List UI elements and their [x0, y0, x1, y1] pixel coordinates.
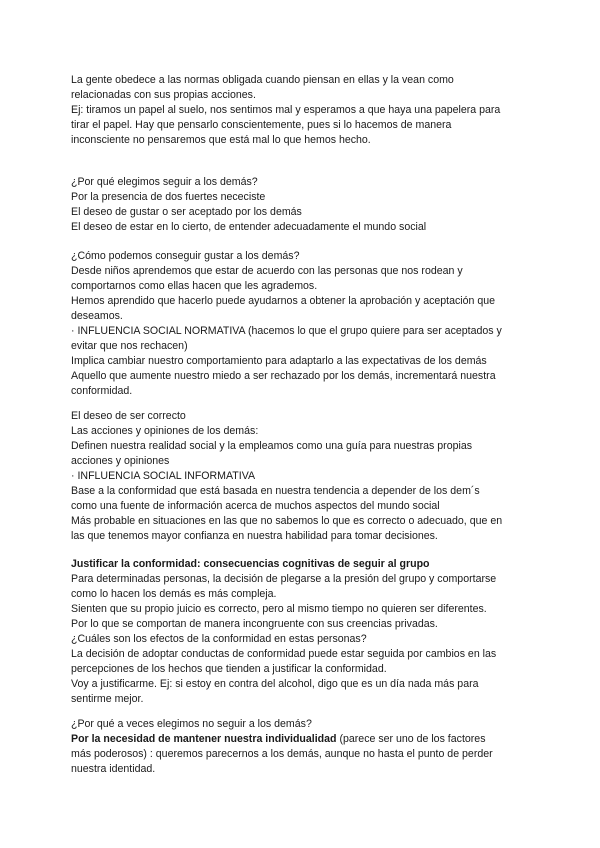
- text-line: · INFLUENCIA SOCIAL NORMATIVA (hacemos lo que el grupo quiere para ser aceptados y: [71, 325, 502, 337]
- text-line: ¿Cómo podemos conseguir gustar a los demás?: [71, 250, 300, 262]
- text-line: comportarnos como ellas hacen que les agrademos.: [71, 280, 318, 292]
- text-line: percepciones de los hechos que tienden a justificar la conformidad.: [71, 663, 387, 675]
- paragraph-informative-influence: [71, 409, 502, 544]
- text-line: ¿Cuáles son los efectos de la conformidad en estas personas?: [71, 633, 367, 645]
- text-line: Para determinadas personas, la decisión de plegarse a la presión del grupo y comportarse: [71, 573, 497, 585]
- text-line: El deseo de ser correcto: [71, 410, 186, 422]
- text-line: Ej: tiramos un papel al suelo, nos sentimos mal y esperamos a que haya una papelera para: [71, 104, 501, 116]
- paragraph-norms: [71, 73, 500, 148]
- text-line: El deseo de estar en lo cierto, de entender adecuadamente el mundo social: [71, 221, 427, 233]
- text-line: relacionadas con sus propias acciones.: [71, 89, 256, 101]
- text-line: Implica cambiar nuestro comportamiento para adaptarlo a las expectativas de los demás: [71, 355, 487, 367]
- text-line: Las acciones y opiniones de los demás:: [71, 425, 259, 437]
- text-line: Sienten que su propio juicio es correcto, pero al mismo tiempo no quieren ser diferentes.: [71, 603, 487, 615]
- text-line: La gente obedece a las normas obligada cuando piensan en ellas y la vean como: [71, 74, 454, 86]
- section-heading: Justificar la conformidad: consecuencias cognitivas de seguir al grupo: [71, 558, 430, 570]
- text-line: El deseo de gustar o ser aceptado por los demás: [71, 206, 302, 218]
- text-line: como una fuente de información acerca de muchos aspectos del mundo social: [71, 500, 440, 512]
- paragraph-normative-influence: [71, 249, 502, 399]
- text-line: sentirme mejor.: [71, 693, 144, 705]
- text-line: Más probable en situaciones en las que no sabemos lo que es correcto o adecuado, que en: [71, 515, 503, 527]
- text-line: Por la presencia de dos fuertes nececiste: [71, 191, 266, 203]
- text-line: Hemos aprendido que hacerlo puede ayudarnos a obtener la aprobación y aceptación que: [71, 295, 496, 307]
- text-line: deseamos.: [71, 310, 123, 322]
- text-line: nuestra identidad.: [71, 763, 156, 775]
- text-line: inconsciente no pensaremos que está mal lo que hemos hecho.: [71, 134, 371, 146]
- text-line: evitar que nos rechacen): [71, 340, 188, 352]
- text-line: Aquello que aumente nuestro miedo a ser rechazado por los demás, incrementará nuestra: [71, 370, 496, 382]
- text-line-with-bold: [71, 732, 493, 747]
- lead-rest: (parece ser uno de los factores: [336, 733, 486, 745]
- paragraph-justify-conformity: [71, 557, 496, 707]
- text-line: las que tenemos mayor confianza en nuestra habilidad para tomar decisiones.: [71, 530, 438, 542]
- text-line: conformidad.: [71, 385, 133, 397]
- paragraph-why-follow: [71, 175, 426, 235]
- text-line: ¿Por qué elegimos seguir a los demás?: [71, 176, 258, 188]
- text-line: Desde niños aprendemos que estar de acuerdo con las personas que nos rodean y: [71, 265, 463, 277]
- paragraph-individuality: [71, 717, 493, 777]
- text-line: como lo hacen los demás es más compleja.: [71, 588, 277, 600]
- text-line: Definen nuestra realidad social y la empleamos como una guía para nuestras propias: [71, 440, 473, 452]
- text-line: ¿Por qué a veces elegimos no seguir a los demás?: [71, 718, 312, 730]
- text-line: más poderosos) : queremos parecernos a los demás, aunque no hasta el punto de perder: [71, 748, 493, 760]
- bold-lead: Por la necesidad de mantener nuestra individualidad: [71, 733, 337, 745]
- text-line: Por lo que se comportan de manera incongruente con sus creencias privadas.: [71, 618, 438, 630]
- text-line: acciones y opiniones: [71, 455, 170, 467]
- text-line: La decisión de adoptar conductas de conformidad puede estar seguida por cambios en las: [71, 648, 497, 660]
- text-line: Voy a justificarme. Ej: si estoy en contra del alcohol, digo que es un día nada más para: [71, 678, 479, 690]
- text-line: tirar el papel. Hay que pensarlo conscientemente, pues si lo hacemos de manera: [71, 119, 452, 131]
- text-line: Base a la conformidad que está basada en nuestra tendencia a depender de los dem´s: [71, 485, 480, 497]
- text-line: · INFLUENCIA SOCIAL INFORMATIVA: [71, 470, 256, 482]
